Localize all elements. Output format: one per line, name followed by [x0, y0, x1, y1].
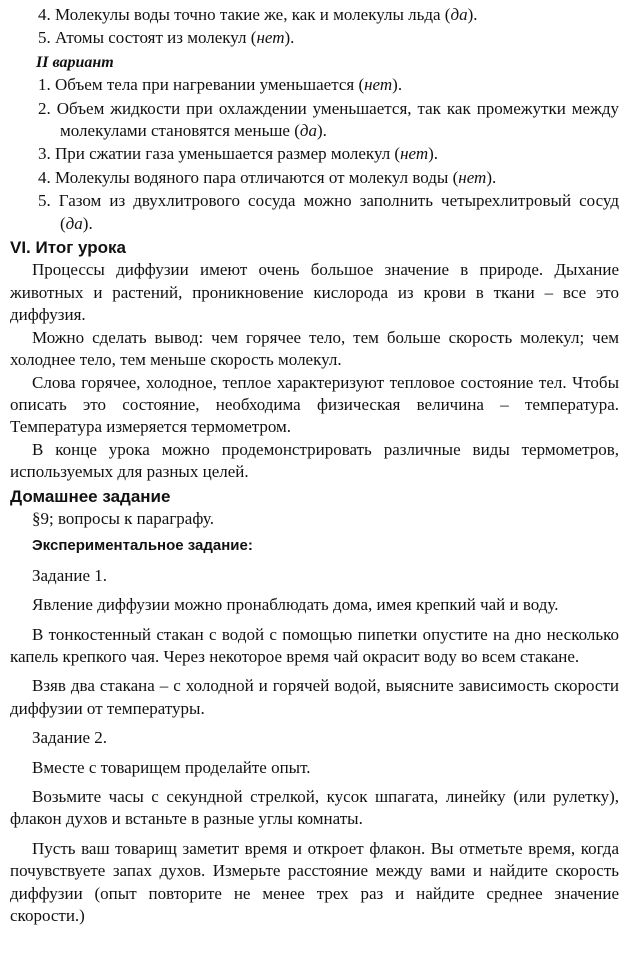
answer: нет	[400, 144, 429, 164]
task-label: Задание 1.	[32, 565, 107, 585]
paragraph: Слова горячее, холодное, теплое характеризуют тепловое состояние тел. Чтобы описать это состояние, необходима физическая величина – температура. Температура измеряется термометром.	[10, 372, 619, 437]
homework-title: Домашнее задание	[10, 486, 171, 506]
answer: нет	[256, 28, 285, 48]
paragraph: Можно сделать вывод: чем горячее тело, тем больше скорость молекул; чем холоднее тело, тем меньше скорость молекул.	[10, 327, 619, 370]
answer: нет	[458, 167, 487, 187]
list-item: 4. Молекулы водяного пара отличаются от молекул воды (нет).	[38, 167, 497, 187]
paragraph: Возьмите часы с секундной стрелкой, кусок шпагата, линейку (или рулетку), флакон духов и встаньте в разные углы комнаты.	[10, 787, 619, 829]
section-title: VI. Итог урока	[10, 238, 126, 258]
paragraph: Процессы диффузии имеют очень большое значение в природе. Дыхание животных и растений, проникновение кислорода из крови в ткани – все это диффузия.	[10, 260, 619, 325]
answer: нет	[364, 75, 393, 95]
list-item: 5. Газом из двухлитрового сосуда можно заполнить четырехлитровый сосуд (да).	[38, 191, 619, 233]
list-item: 2. Объем жидкости при охлаждении уменьшается, так как промежутки между молекулами становятся меньше (да).	[38, 98, 619, 141]
paragraph: Вместе с товарищем проделайте опыт.	[32, 757, 311, 777]
answer: да	[65, 213, 83, 233]
list-item: 5. Атомы состоят из молекул (нет).	[38, 28, 295, 48]
variant-heading: II вариант	[36, 53, 114, 71]
list-item: 3. При сжатии газа уменьшается размер молекул (нет).	[38, 144, 439, 164]
paragraph: Явление диффузии можно пронаблюдать дома, имея крепкий чай и воду.	[32, 595, 559, 615]
answer: да	[450, 5, 468, 24]
paragraph: Пусть ваш товарищ заметит время и откроет флакон. Вы отметьте время, когда почувствуете запах духов. Измерьте расстояние между вами и найдите скорость диффузии (опыт повторите не менее трех раз и найдите среднее значение скорости.)	[10, 838, 619, 926]
paragraph: Взяв два стакана – с холодной и горячей водой, выясните зависимость скорости диффузии от температуры.	[10, 676, 619, 718]
paragraph: В тонкостенный стакан с водой с помощью пипетки опустите на дно несколько капель крепкого чая. Через некоторое время чай окрасит воду во всем стакане.	[10, 624, 619, 666]
experimental-title: Экспериментальное задание:	[32, 537, 253, 555]
list-item: 1. Объем тела при нагревании уменьшается (нет).	[38, 75, 403, 95]
homework-text: §9; вопросы к параграфу.	[32, 508, 214, 528]
task-label: Задание 2.	[32, 728, 107, 748]
list-item: 4. Молекулы воды точно такие же, как и молекулы льда (да).	[38, 5, 478, 24]
paragraph: В конце урока можно продемонстрировать различные виды термометров, используемых для разных целей.	[10, 439, 619, 482]
answer: да	[299, 121, 317, 141]
